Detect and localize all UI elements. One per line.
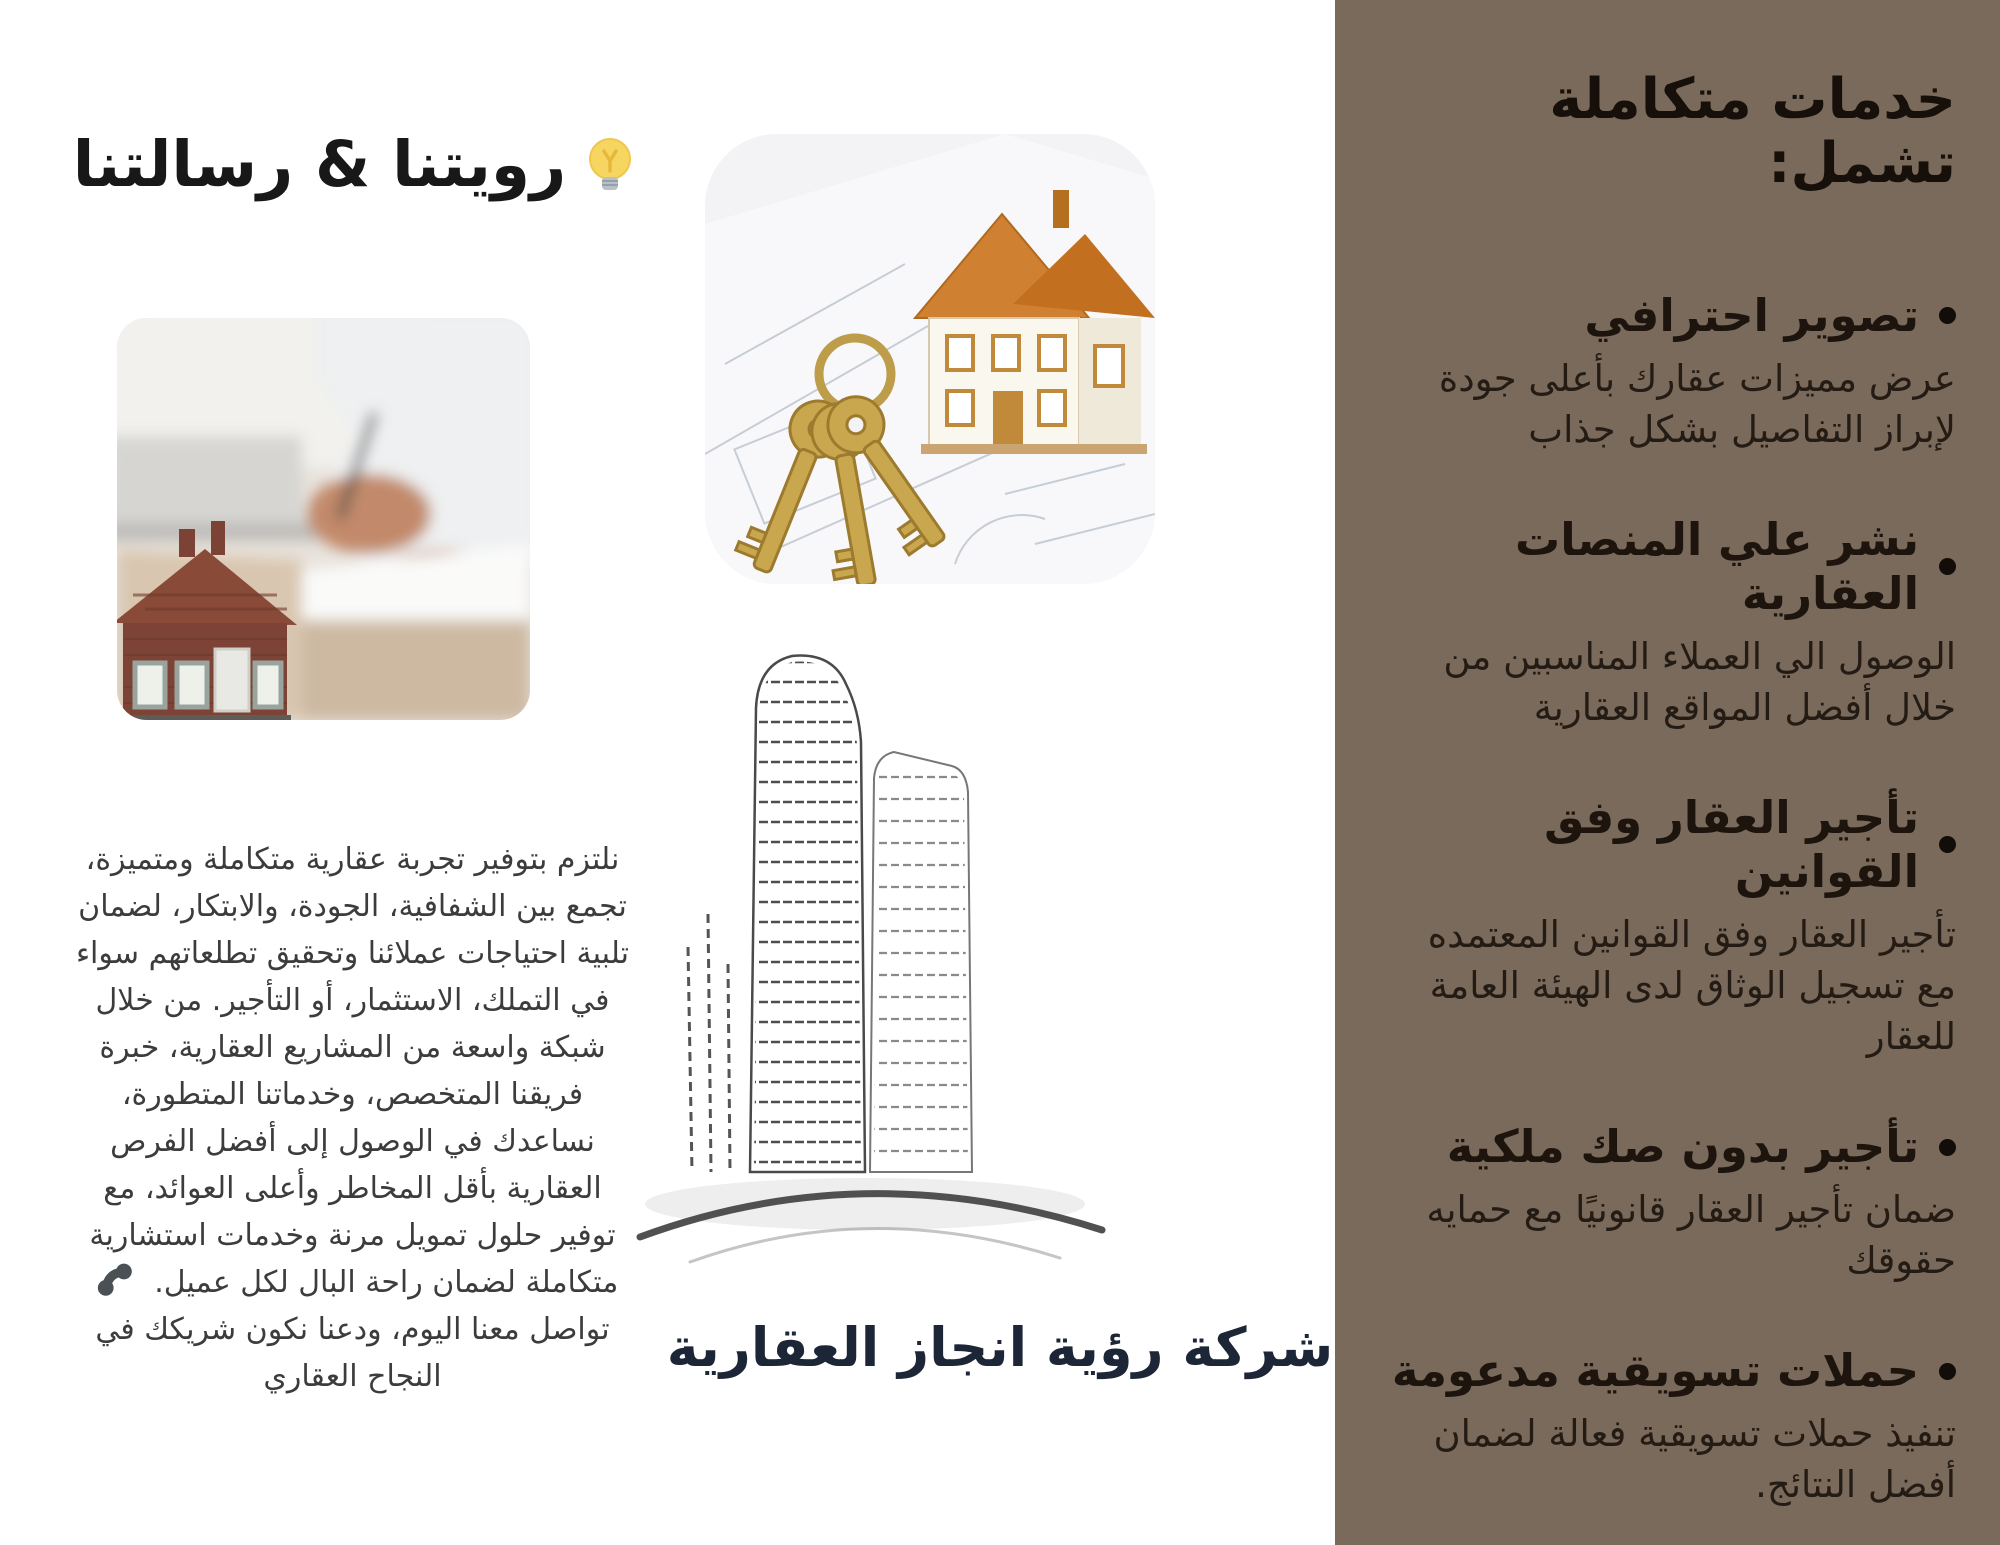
services-heading: خدمات متكاملة تشمل: <box>1549 67 1956 197</box>
mission-text: نلتزم بتوفير تجربة عقارية متكاملة ومتميزة، تجمع بين الشفافية، الجودة، والابتكار، لضمان تلبية احتياجات عملائنا وتحقيق تطلعاتهم سواء في التملك، الاستثمار، أو التأجير. من خلال شبكة واسعة من المشاريع العقارية، خبرة فريقنا المتخصص، وخدماتنا المتطورة، نساعدك في الوصول إلى أفضل الفرص العقارية بأقل المخاطر وأعلى العوائد، مع توفير حلول تمويل مرنة وخدمات استشارية متكاملة لضمان راحة البال لكل عميل. <box>75 842 630 1300</box>
service-item-platforms <box>1381 513 1956 733</box>
antenna-lines <box>688 914 730 1172</box>
service-title: تأجير بدون صك ملكية <box>1446 1120 1919 1174</box>
bullet-dot <box>1939 836 1956 853</box>
bullet-dot <box>1939 558 1956 575</box>
building-illustration <box>630 612 1110 1302</box>
service-item-no-deed-leasing <box>1381 1120 1956 1286</box>
service-title: حملات تسويقية مدعومة <box>1391 1344 1919 1398</box>
service-title: تصوير احترافي <box>1584 288 1919 342</box>
service-description: ضمان تأجير العقار قانونيًا مع حمايه حقوقك <box>1426 1188 1956 1283</box>
phone-receiver-icon <box>95 1260 137 1302</box>
service-item-marketing <box>1381 1344 1956 1510</box>
company-name: شركة رؤية انجاز العقارية <box>666 1316 1334 1379</box>
bullet-dot <box>1939 1139 1956 1156</box>
service-title-row <box>1381 513 1956 621</box>
signing-contract-photo <box>117 318 530 720</box>
lightbulb-icon <box>578 133 642 197</box>
service-title: نشر علي المنصات العقارية <box>1515 512 1919 620</box>
service-description: تنفيذ حملات تسويقية فعالة لضمان أفضل النتائج. <box>1433 1412 1956 1507</box>
service-title-row <box>1381 791 1956 899</box>
keys-house-photo <box>705 134 1155 584</box>
service-description: عرض مميزات عقارك بأعلى جودة لإبراز التفاصيل بشكل جذاب <box>1438 356 1956 451</box>
service-description: تأجير العقار وفق القوانين المعتمده مع تسجيل الوثاق لدى الهيئة العامة للعقار <box>1427 912 1956 1059</box>
services-panel <box>1335 0 2000 1545</box>
service-title: تأجير العقار وفق القوانين <box>1544 790 1919 898</box>
vision-heading-text: رويتنا & رسالتنا <box>72 128 567 201</box>
contact-text: تواصل معنا اليوم، ودعنا نكون شريكك في النجاح العقاري <box>95 1312 610 1394</box>
service-title-row <box>1381 289 1956 343</box>
service-item-legal-leasing <box>1381 791 1956 1062</box>
bullet-dot <box>1939 1363 1956 1380</box>
service-description: الوصول الي العملاء المناسبين من خلال أفضل المواقع العقارية <box>1443 634 1956 729</box>
mission-paragraph <box>75 836 630 1400</box>
service-title-row <box>1381 1344 1956 1398</box>
bullet-dot <box>1939 307 1956 324</box>
vision-mission-heading <box>72 128 630 201</box>
service-title-row <box>1381 1120 1956 1174</box>
service-item-photography <box>1381 289 1956 455</box>
